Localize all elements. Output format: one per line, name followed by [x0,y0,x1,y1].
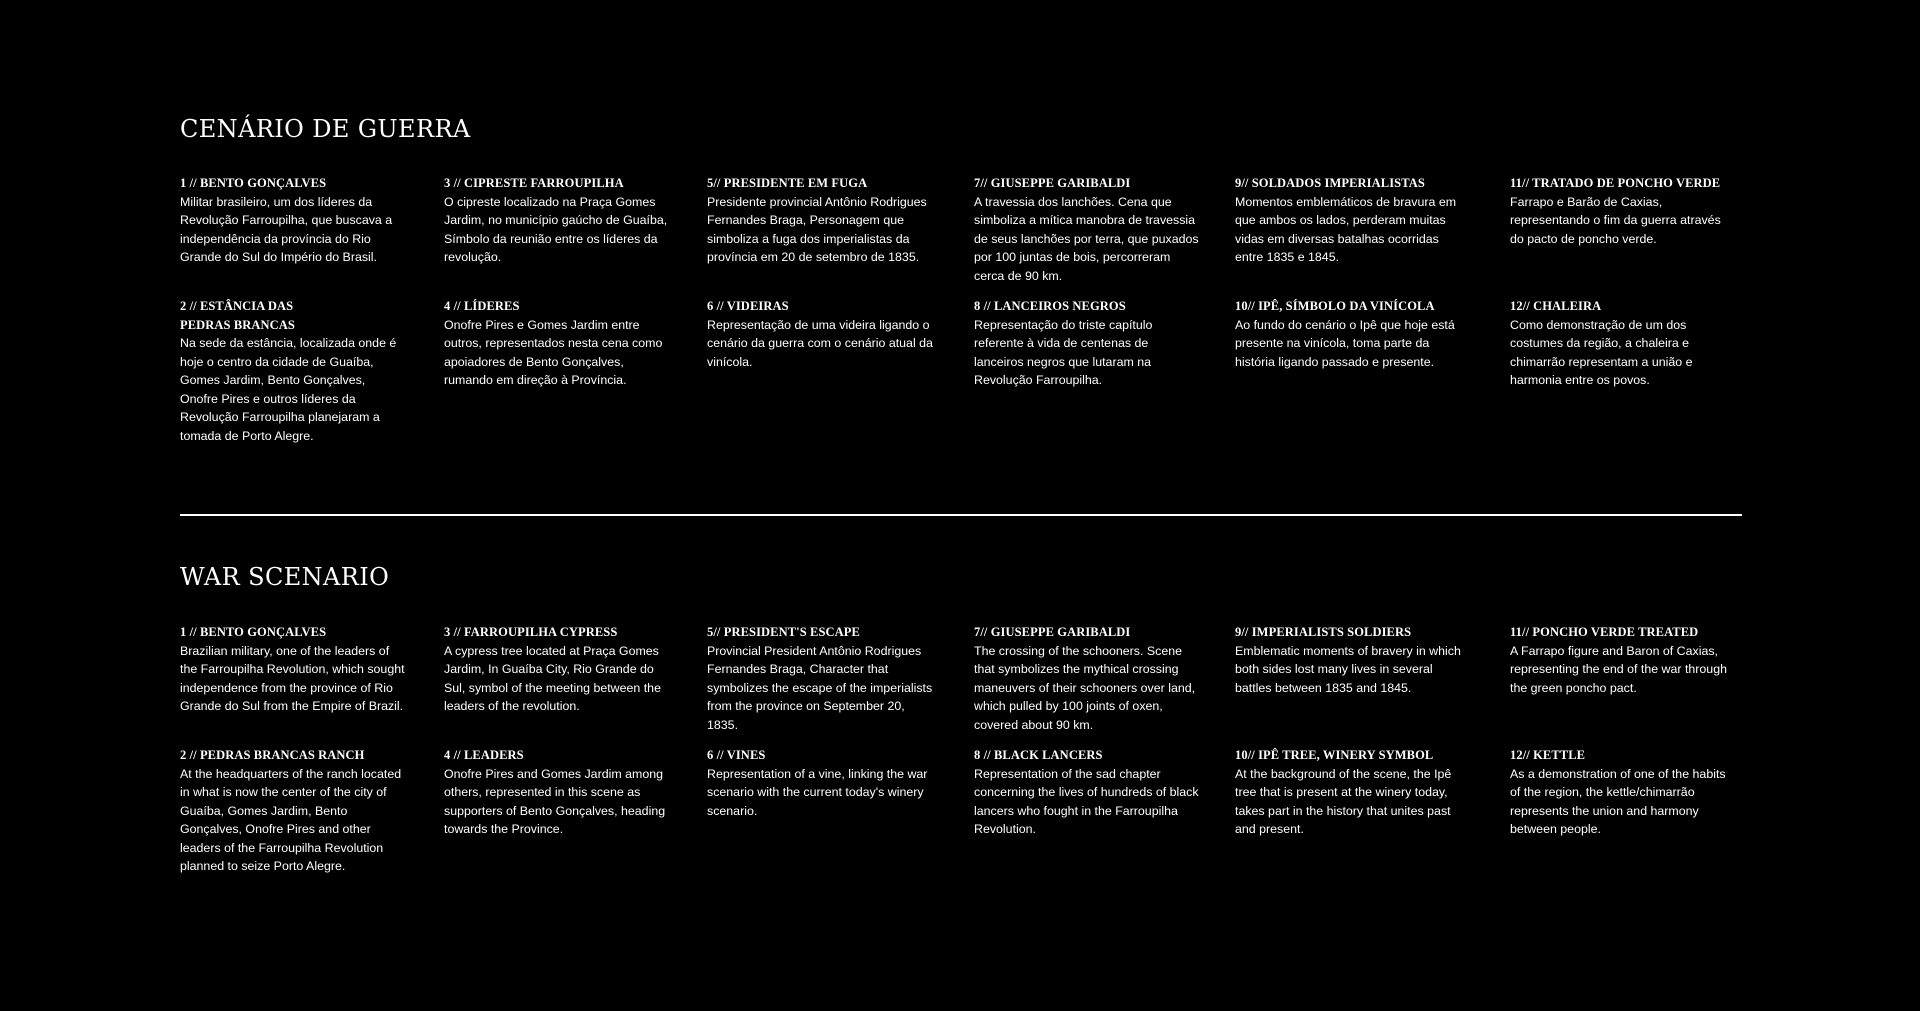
entry-text: Brazilian military, one of the leaders of the Farroupilha Revolution, which sought independence from the province of Rio Grande do Sul from the Empire of Brazil. [180,643,405,713]
entry-title: 12// CHALEIRA [1510,299,1602,313]
entry-text: Emblematic moments of bravery in which both sides lost many lives in several battles between 1835 and 1845. [1235,643,1461,695]
entry-text: Momentos emblemáticos de bravura em que ambos os lados, perderam muitas vidas em diversas batalhas ocorridas entre 1835 e 1845. [1235,194,1457,264]
entry-text: Como demonstração de um dos costumes da região, a chaleira e chimarrão representam a união e harmonia entre os povos. [1510,317,1693,387]
entry-title: 5// PRESIDENT'S ESCAPE [707,625,860,639]
entry-pt-6 [707,297,933,371]
entry-text: As a demonstration of one of the habits of the region, the kettle/chimarrão represents the union and harmony between people. [1510,766,1726,836]
section-portuguese [180,114,1742,494]
entry-pt-7 [974,174,1200,285]
entry-pt-5 [707,174,933,267]
entry-text: The crossing of the schooners. Scene that symbolizes the mythical crossing maneuvers of their schooners over land, which pulled by 100 joints of oxen, covered about 90 km. [974,643,1196,732]
entry-title: 9// SOLDADOS IMPERIALISTAS [1235,176,1425,190]
entry-text: Representation of a vine, linking the war scenario with the current today's winery scenario. [707,766,928,818]
entry-pt-12 [1510,297,1736,390]
entries-grid-pt [180,174,1742,494]
entry-title: 11// PONCHO VERDE TREATED [1510,625,1699,639]
entry-pt-4 [444,297,670,390]
entry-title: 7// GIUSEPPE GARIBALDI [974,176,1131,190]
entry-title: 8 // BLACK LANCERS [974,748,1103,762]
entry-en-8 [974,746,1200,839]
entry-text: Ao fundo do cenário o Ipê que hoje está presente na vinícola, toma parte da história ligando passado e presente. [1235,317,1455,369]
entry-en-1 [180,623,406,716]
entry-en-10 [1235,746,1461,839]
entry-title: 10// IPÊ TREE, WINERY SYMBOL [1235,748,1434,762]
entry-text: Representação do triste capítulo referente à vida de centenas de lanceiros negros que lutaram na Revolução Farroupilha. [974,317,1153,387]
entry-title: 8 // LANCEIROS NEGROS [974,299,1126,313]
entry-title: 1 // BENTO GONÇALVES [180,625,327,639]
entry-en-12 [1510,746,1736,839]
entry-title: 2 // ESTÂNCIA DAS PEDRAS BRANCAS [180,299,295,332]
entry-en-4 [444,746,670,839]
entry-text: Onofre Pires and Gomes Jardim among others, represented in this scene as supporters of Bento Gonçalves, heading towards the Province. [444,766,666,836]
entry-text: Representation of the sad chapter concerning the lives of hundreds of black lancers who fought in the Farroupilha Revolution. [974,766,1199,836]
entry-text: A travessia dos lanchões. Cena que simboliza a mítica manobra de travessia de seus lanchões por terra, que puxados por 100 juntas de bois, percorreram cerca de 90 km. [974,194,1199,283]
section-title-en: WAR SCENARIO [180,563,390,591]
section-title-pt: CENÁRIO DE GUERRA [180,115,471,143]
entry-en-3 [444,623,670,716]
entry-title: 9// IMPERIALISTS SOLDIERS [1235,625,1412,639]
entry-text: O cipreste localizado na Praça Gomes Jardim, no município gaúcho de Guaíba, Símbolo da reunião entre os líderes da revolução. [444,194,668,264]
entry-en-2 [180,746,406,876]
entries-grid-en [180,623,1742,943]
entry-pt-8 [974,297,1200,390]
entry-title: 5// PRESIDENTE EM FUGA [707,176,868,190]
entry-pt-10 [1235,297,1461,371]
entry-text: Provincial President Antônio Rodrigues Fernandes Braga, Character that symbolizes the escape of the imperialists from the province on September 20, 1835. [707,643,933,732]
entry-text: A Farrapo figure and Baron of Caxias, representing the end of the war through the green poncho pact. [1510,643,1727,695]
entry-title: 12// KETTLE [1510,748,1586,762]
entry-pt-2 [180,297,406,445]
entry-title: 1 // BENTO GONÇALVES [180,176,327,190]
entry-pt-9 [1235,174,1461,267]
entry-en-11 [1510,623,1736,697]
entry-text: A cypress tree located at Praça Gomes Jardim, In Guaíba City, Rio Grande do Sul, symbol of the meeting between the leaders of the revolution. [444,643,661,713]
entry-title: 10// IPÊ, SÍMBOLO DA VINÍCOLA [1235,299,1435,313]
section-divider [180,514,1742,516]
entry-text: Presidente provincial Antônio Rodrigues Fernandes Braga, Personagem que simboliza a fuga dos imperialistas da província em 20 de setembro de 1835. [707,194,927,264]
entry-text: Na sede da estância, localizada onde é hoje o centro da cidade de Guaíba, Gomes Jardim, Bento Gonçalves, Onofre Pires e outros líderes da Revolução Farroupilha planejaram a tomada de Porto Alegre. [180,336,397,443]
entry-en-5 [707,623,933,734]
entry-text: Representação de uma videira ligando o cenário da guerra com o cenário atual da vinícola. [707,317,933,369]
entry-title: 3 // FARROUPILHA CYPRESS [444,625,618,639]
section-english [180,562,1742,943]
entry-title: 4 // LÍDERES [444,299,520,313]
entry-title: 6 // VINES [707,748,766,762]
entry-title: 6 // VIDEIRAS [707,299,789,313]
entry-text: At the background of the scene, the Ipê tree that is present at the winery today, takes part in the history that unites past and present. [1235,766,1452,836]
entry-title: 2 // PEDRAS BRANCAS RANCH [180,748,365,762]
entry-en-9 [1235,623,1461,697]
entry-title: 7// GIUSEPPE GARIBALDI [974,625,1131,639]
entry-text: Farrapo e Barão de Caxias, representando o fim da guerra através do pacto de poncho verde. [1510,194,1721,246]
entry-pt-11 [1510,174,1736,248]
entry-pt-3 [444,174,670,267]
entry-pt-1 [180,174,406,267]
entry-en-6 [707,746,933,820]
entry-title: 3 // CIPRESTE FARROUPILHA [444,176,624,190]
entry-title: 11// TRATADO DE PONCHO VERDE [1510,176,1721,190]
entry-title: 4 // LEADERS [444,748,524,762]
entry-text: Militar brasileiro, um dos líderes da Revolução Farroupilha, que buscava a independência da província do Rio Grande do Sul do Império do Brasil. [180,194,393,264]
entry-en-7 [974,623,1200,734]
entry-text: Onofre Pires e Gomes Jardim entre outros, representados nesta cena como apoiadores de Bento Gonçalves, rumando em direção à Província. [444,317,663,387]
entry-text: At the headquarters of the ranch located in what is now the center of the city of Guaíba, Gomes Jardim, Bento Gonçalves, Onofre Pires and other leaders of the Farroupilha Revolution planned to seize Porto Alegre. [180,766,402,873]
